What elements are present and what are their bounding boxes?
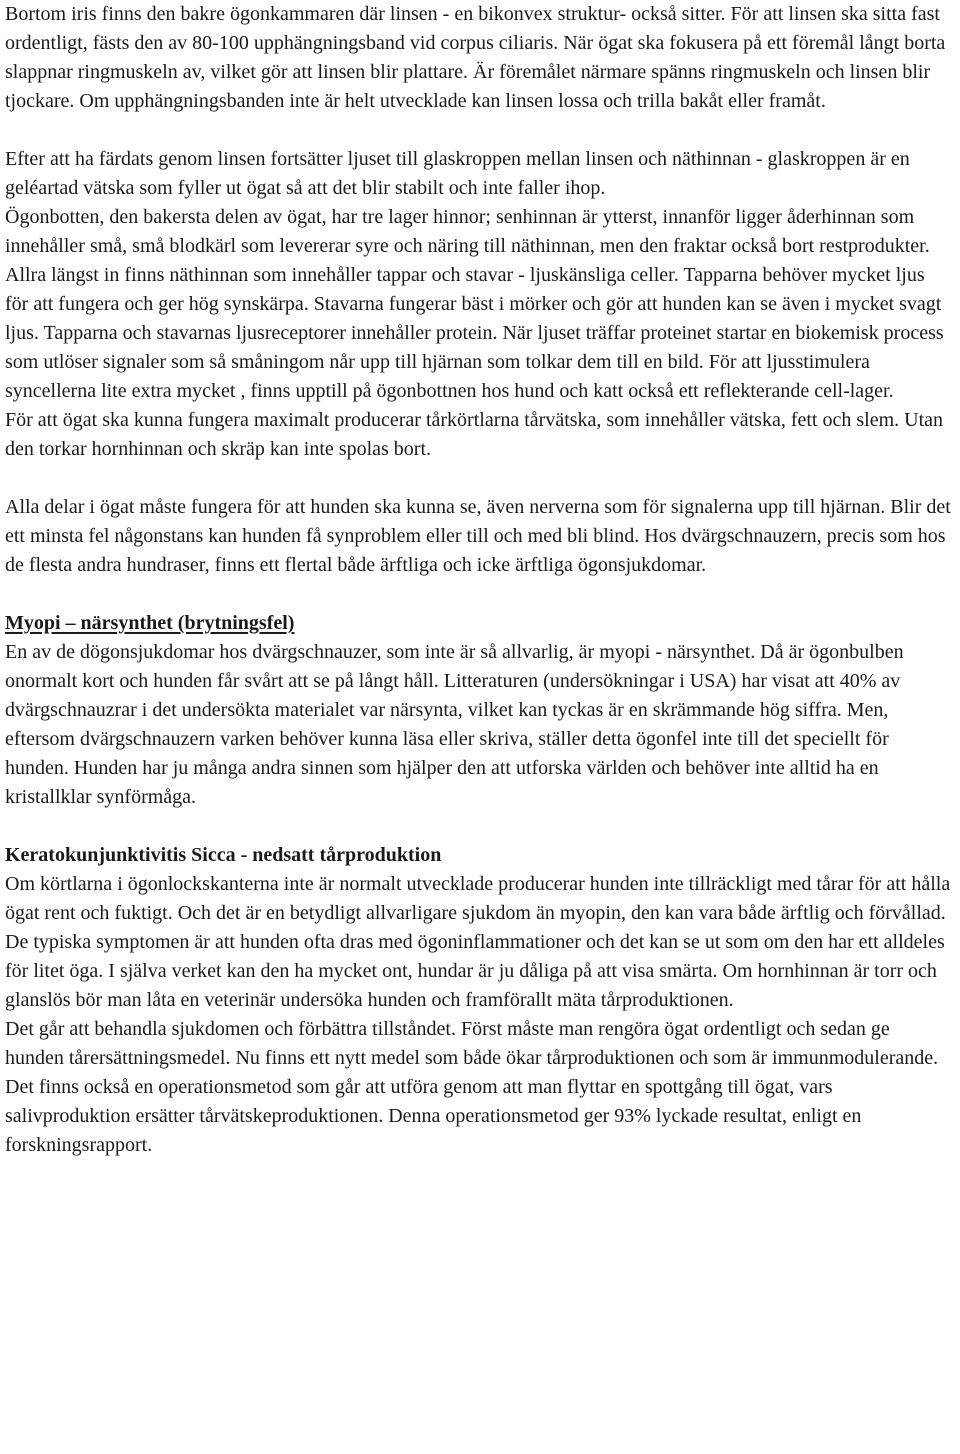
paragraph-fundus: Ögonbotten, den bakersta delen av ögat, har tre lager hinnor; senhinnan är ytterst, innanför ligger åderhinnan som innehåller små, små blodkärl som levererar syre och näring till näthinnan, men den fraktar också bort restprodukter.: [5, 206, 930, 257]
section-eye-diseases-intro: [5, 493, 952, 580]
section-eye-anatomy: [5, 145, 952, 464]
paragraph-tears: För att ögat ska kunna fungera maximalt producerar tårkörtlarna tårvätska, som innehåller vätska, fett och slem. Utan den torkar hornhinnan och skräp kan inte spolas bort.: [5, 409, 944, 460]
paragraph-kcs-surgery: Det finns också en operationsmetod som går att utföra genom att man flyttar en spottgång till ögat, vars salivproduktion ersätter tårvätskeproduktionen. Denna operationsmetod ger 93% lyckade resultat, enligt en forskningsrapport.: [5, 1076, 862, 1156]
section-kcs: [5, 841, 952, 1160]
paragraph-kcs-treatment: Det går att behandla sjukdomen och förbättra tillståndet. Först måste man rengöra ögat ordentligt och sedan ge hunden tårersättningsmedel. Nu finns ett nytt medel som både ökar tårproduktionen och som är immunmodulerande.: [5, 1018, 939, 1069]
paragraph-kcs-symptoms: Om körtlarna i ögonlockskanterna inte är normalt utvecklade producerar hunden inte tillräckligt med tårar för att hålla ögat rent och fuktigt. Och det är en betydligt allvarligare sjukdom än myopin, den kan vara både ärftlig och förvållad. De typiska symptomen är att hunden ofta dras med ögoninflammationer och det kan se ut som om den har ett alldeles för litet öga. I själva verket kan den ha mycket ont, hundar är ju dåliga på att visa smärta. Om hornhinnan är torr och glanslös bör man låta en veterinär undersöka hunden och framförallt mäta tårproduktionen.: [5, 873, 951, 1011]
paragraph-retina: Allra längst in finns näthinnan som innehåller tappar och stavar - ljuskänsliga celler. Tapparna behöver mycket ljus för att fungera och ger hög synskärpa. Stavarna fungerar bäst i mörker och gör att hunden kan se även i mycket svagt ljus. Tapparna och stavarnas ljusreceptorer innehåller protein. När ljuset träffar proteinet startar en biokemisk process som utlöser signaler som så småningom når upp till hjärnan som tolkar dem till en bild. För att ljusstimulera syncellerna lite extra mycket , finns upptill på ögonbottnen hos hund och katt också ett reflekterande cell-lager.: [5, 264, 944, 402]
paragraph-vitreous: Efter att ha färdats genom linsen fortsätter ljuset till glaskroppen mellan linsen och näthinnan - glaskroppen är en geléartad vätska som fyller ut ögat så att det blir stabilt och inte faller ihop.: [5, 148, 910, 199]
paragraph-diseases-intro: Alla delar i ögat måste fungera för att hunden ska kunna se, även nerverna som för signalerna upp till hjärnan. Blir det ett minsta fel någonstans kan hunden få synproblem eller till och med bli blind. Hos dvärgschnauzern, precis som hos de flesta andra hundraser, finns ett flertal både ärftliga och icke ärftliga ögonsjukdomar.: [5, 496, 951, 576]
section-lens: [5, 0, 952, 116]
section-heading-myopia: Myopi – närsynthet (brytningsfel): [5, 612, 295, 634]
section-heading-kcs: Keratokunjunktivitis Sicca - nedsatt tårproduktion: [5, 844, 442, 866]
paragraph-myopia: En av de dögonsjukdomar hos dvärgschnauzer, som inte är så allvarlig, är myopi - närsynthet. Då är ögonbulben onormalt kort och hunden får svårt att se på långt håll. Litteraturen (undersökningar i USA) har visat att 40% av dvärgschnauzrar i det undersökta materialet var närsynta, vilket kan tyckas är en skrämmande hög siffra. Men, eftersom dvärgschnauzern varken behöver kunna läsa eller skriva, ställer detta ögonfel inte till det speciellt för hunden. Hunden har ju många andra sinnen som hjälper den att utforska världen och behöver inte alltid ha en kristallklar synförmåga.: [5, 641, 904, 808]
section-myopia: [5, 609, 952, 812]
paragraph-lens: Bortom iris finns den bakre ögonkammaren där linsen - en bikonvex struktur- också sitter. För att linsen ska sitta fast ordentligt, fästs den av 80-100 upphängningsband vid corpus ciliaris. När ögat ska fokusera på ett föremål långt borta slappnar ringmuskeln av, vilket gör att linsen blir plattare. Är föremålet närmare spänns ringmuskeln och linsen blir tjockare. Om upphängningsbanden inte är helt utvecklade kan linsen lossa och trilla bakåt eller framåt.: [5, 3, 946, 112]
